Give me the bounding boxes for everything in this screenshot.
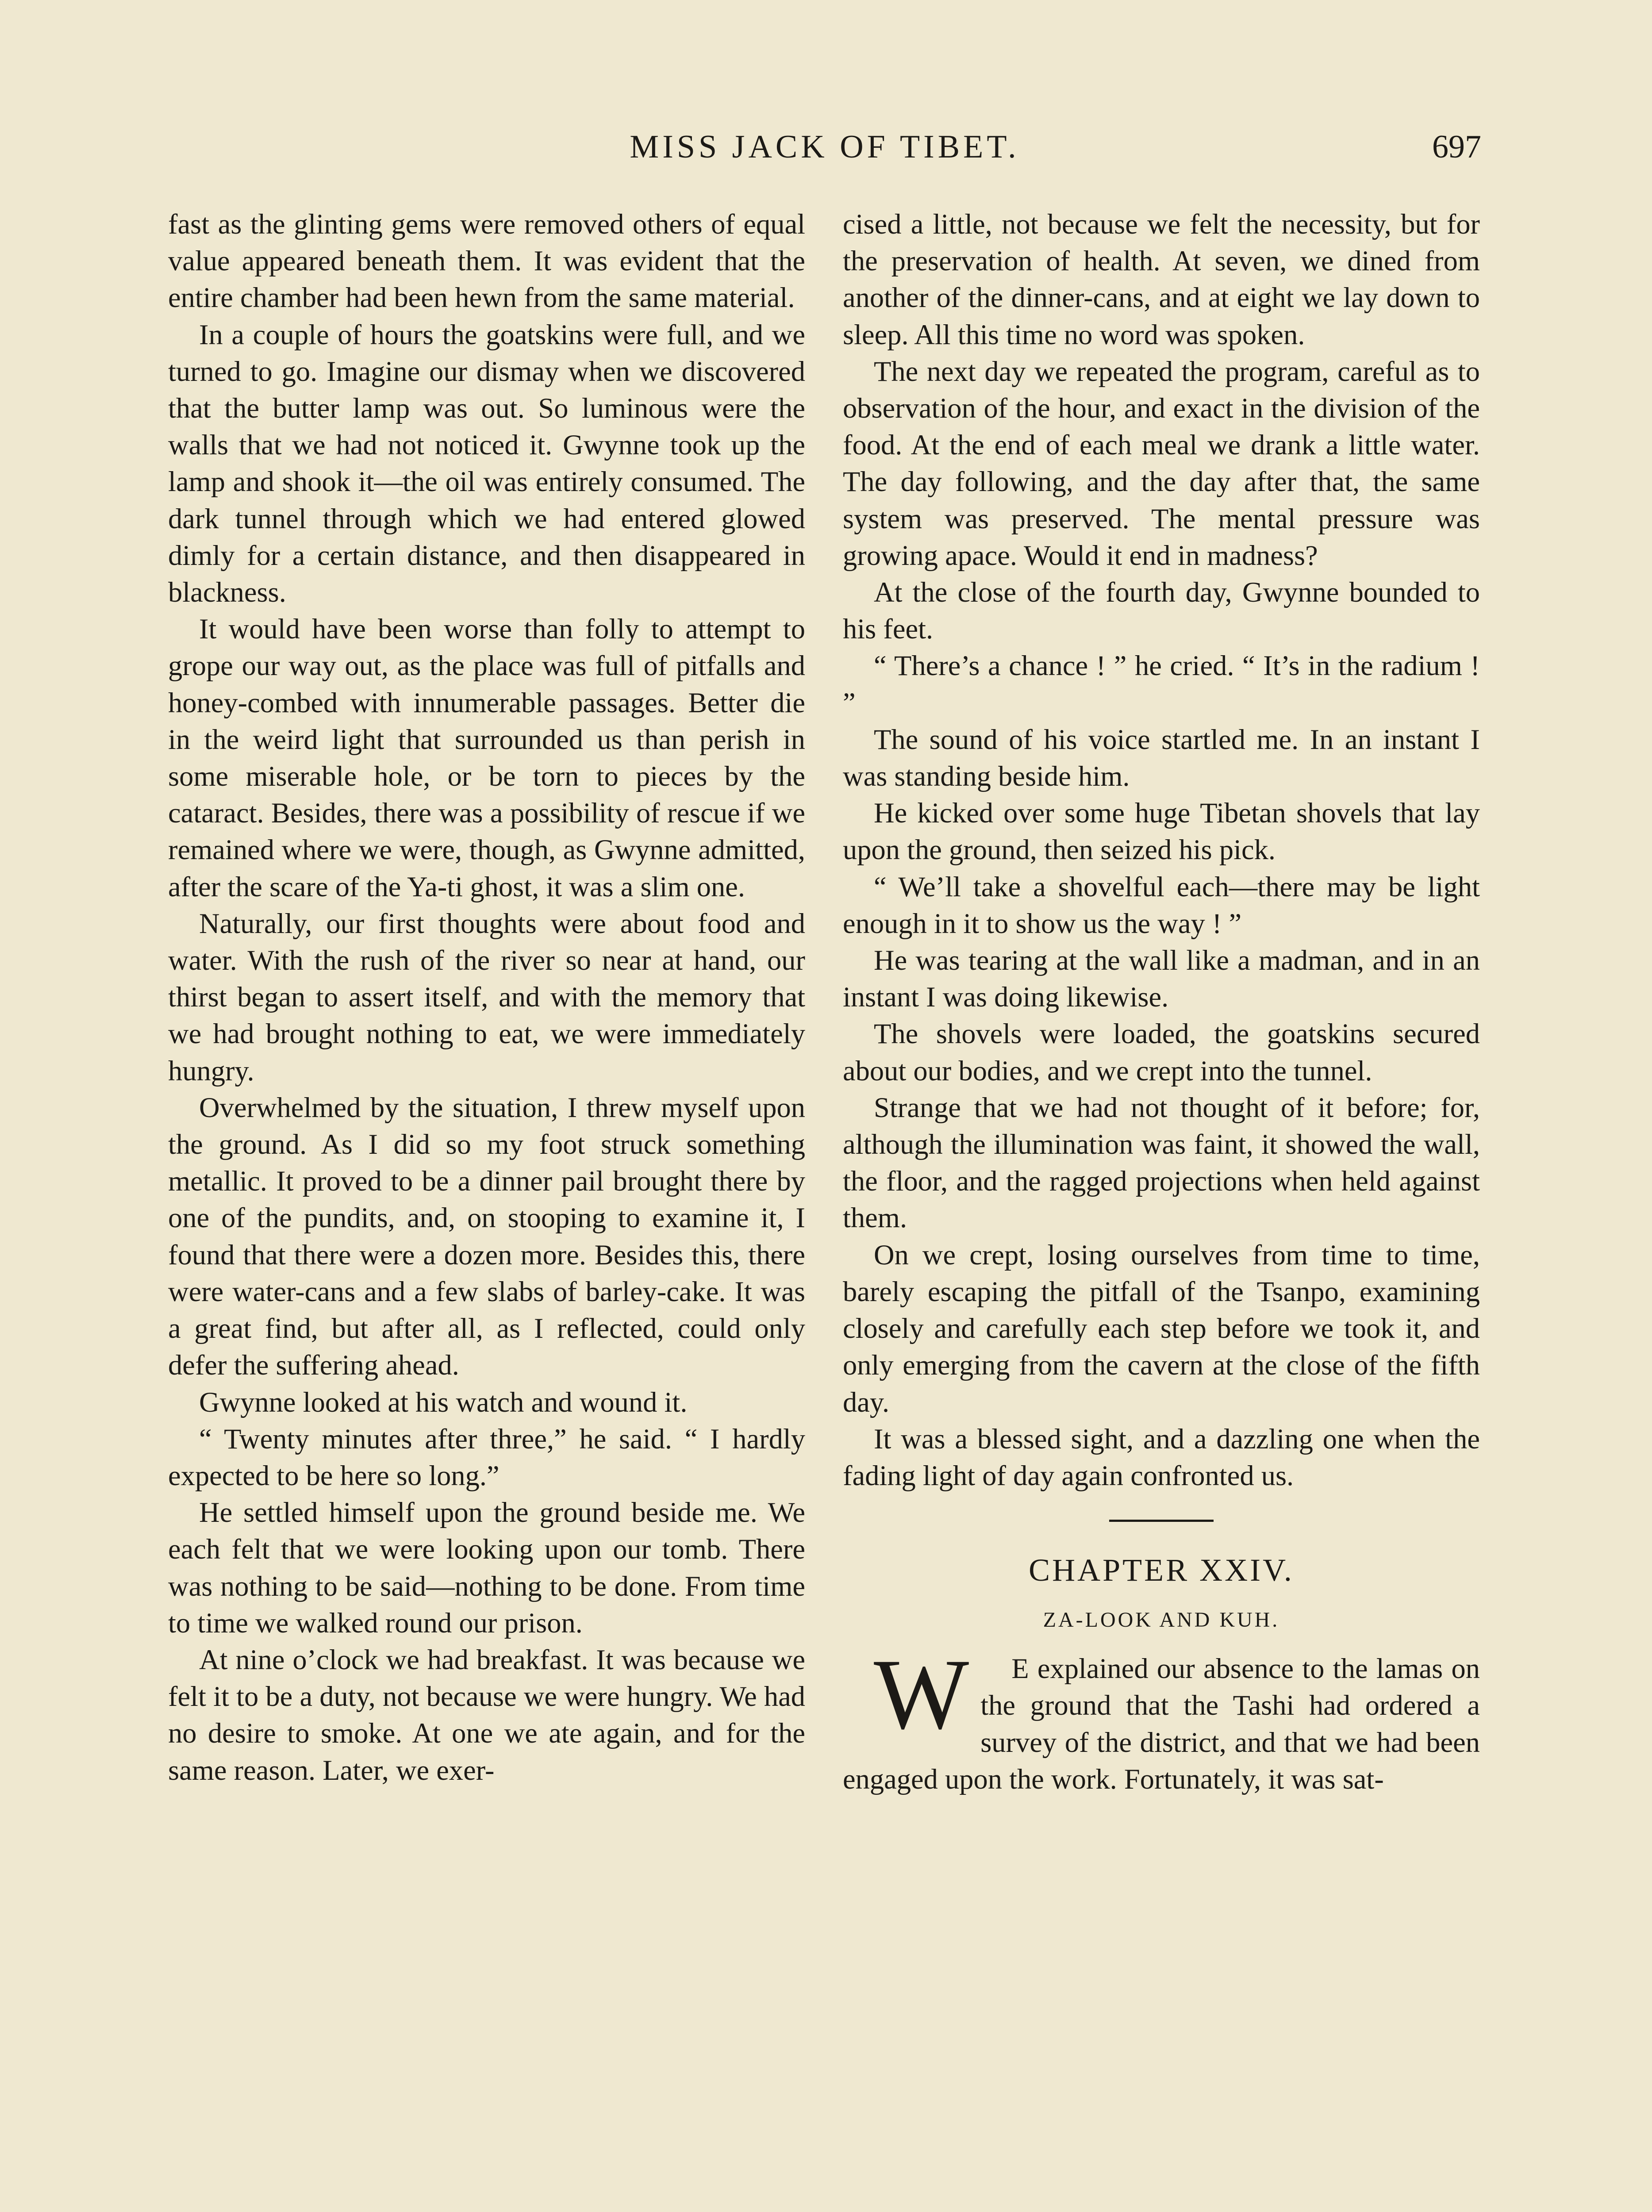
paragraph: Overwhelmed by the situation, I threw myself upon the ground. As I did so my foot struck something metallic. It proved to be a dinner pail brought there by one of the pundits, and, on stooping to examine it, I found that there were a dozen more. Besides this, there were water-cans and a few slabs of barley-cake. It was a great find, but after all, as I reflected, could only defer the suffering ahead. (168, 1091, 805, 1381)
paragraph: In a couple of hours the goatskins were full, and we turned to go. Imagine our dismay when we discovered that the butter lamp was out. So luminous were the walls that we had not noticed it. Gwynne took up the lamp and shook it—the oil was entirely consumed. The dark tunnel through which we had entered glowed dimly for a certain distance, and then disappeared in blackness. (168, 319, 805, 608)
chapter-subtitle: ZA-LOOK AND KUH. (1043, 1608, 1280, 1632)
right-column (843, 206, 1480, 1797)
paragraph: It would have been worse than folly to attempt to grope our way out, as the place was full of pitfalls and honey-combed with innumerable passages. Better die in the weird light that surrounded us than perish in some miserable hole, or be torn to pieces by the cataract. Besides, there was a possibility of rescue if we remained where we were, though, as Gwynne admitted, after the scare of the Ya-ti ghost, it was a slim one. (168, 613, 805, 902)
chapter-title: CHAPTER XXIV. (1029, 1552, 1294, 1588)
chapter-opening-paragraph (843, 1639, 1480, 1797)
paragraph: He settled himself upon the ground beside me. We each felt that we were looking upon our tomb. There was nothing to be said—nothing to be done. From time to time we walked round our prison. (168, 1497, 805, 1639)
left-column (168, 206, 805, 1789)
page-number: 697 (1432, 129, 1481, 165)
running-title: MISS JACK OF TIBET. (630, 129, 1020, 165)
paragraph: At the close of the fourth day, Gwynne bounded to his feet. (843, 576, 1480, 645)
chapter-opening-text: E explained our absence to the lamas on the ground that the Tashi had ordered a survey of the district, and that we had been engaged upon the work. Fortunately, it was sat- (843, 1653, 1480, 1795)
paragraph: The sound of his voice startled me. In an instant I was standing beside him. (843, 723, 1480, 792)
paragraph: fast as the glinting gems were removed others of equal value appeared beneath them. It was evident that the entire chamber had been hewn from the same material. (168, 208, 805, 314)
paragraph: He was tearing at the wall like a madman, and in an instant I was doing likewise. (843, 945, 1480, 1013)
paragraph: “ We’ll take a shovelful each—there may be light enough in it to show us the way ! ” (843, 871, 1480, 939)
paragraph: At nine o’clock we had breakfast. It was because we felt it to be a duty, not because we were hungry. We had no desire to smoke. At one we ate again, and for the same reason. Later, we exer- (168, 1644, 805, 1786)
paragraph: He kicked over some huge Tibetan shovels that lay upon the ground, then seized his pick. (843, 797, 1480, 866)
section-divider (1109, 1520, 1214, 1522)
paragraph: The shovels were loaded, the goatskins secured about our bodies, and we crept into the tunnel. (843, 1018, 1480, 1087)
paragraph: It was a blessed sight, and a dazzling one when the fading light of day again confronted us. (843, 1423, 1480, 1491)
running-head (168, 128, 1481, 177)
paragraph: “ There’s a chance ! ” he cried. “ It’s in the radium ! ” (843, 650, 1480, 718)
paragraph: Naturally, our first thoughts were about food and water. With the rush of the river so near at hand, our thirst began to assert itself, and with the memory that we had brought nothing to eat, we were immediately hungry. (168, 907, 805, 1087)
drop-cap: W (874, 1639, 969, 1751)
paragraph: cised a little, not because we felt the necessity, but for the preservation of health. At seven, we dined from another of the dinner-cans, and at eight we lay down to sleep. All this time no word was spoken. (843, 208, 1480, 350)
paragraph: On we crept, losing ourselves from time to time, barely escaping the pitfall of the Tsanpo, examining closely and carefully each step before we took it, and only emerging from the cavern at the close of the fifth day. (843, 1239, 1480, 1418)
paragraph: Strange that we had not thought of it before; for, although the illumination was faint, it showed the wall, the floor, and the ragged projections when held against them. (843, 1091, 1480, 1234)
paragraph: “ Twenty minutes after three,” he said. “ I hardly expected to be here so long.” (168, 1423, 805, 1491)
paragraph: Gwynne looked at his watch and wound it. (199, 1386, 688, 1418)
paragraph: The next day we repeated the program, careful as to observation of the hour, and exact in the division of the food. At the end of each meal we drank a little water. The day following, and the day after that, the same system was preserved. The mental pressure was growing apace. Would it end in madness? (843, 355, 1480, 571)
